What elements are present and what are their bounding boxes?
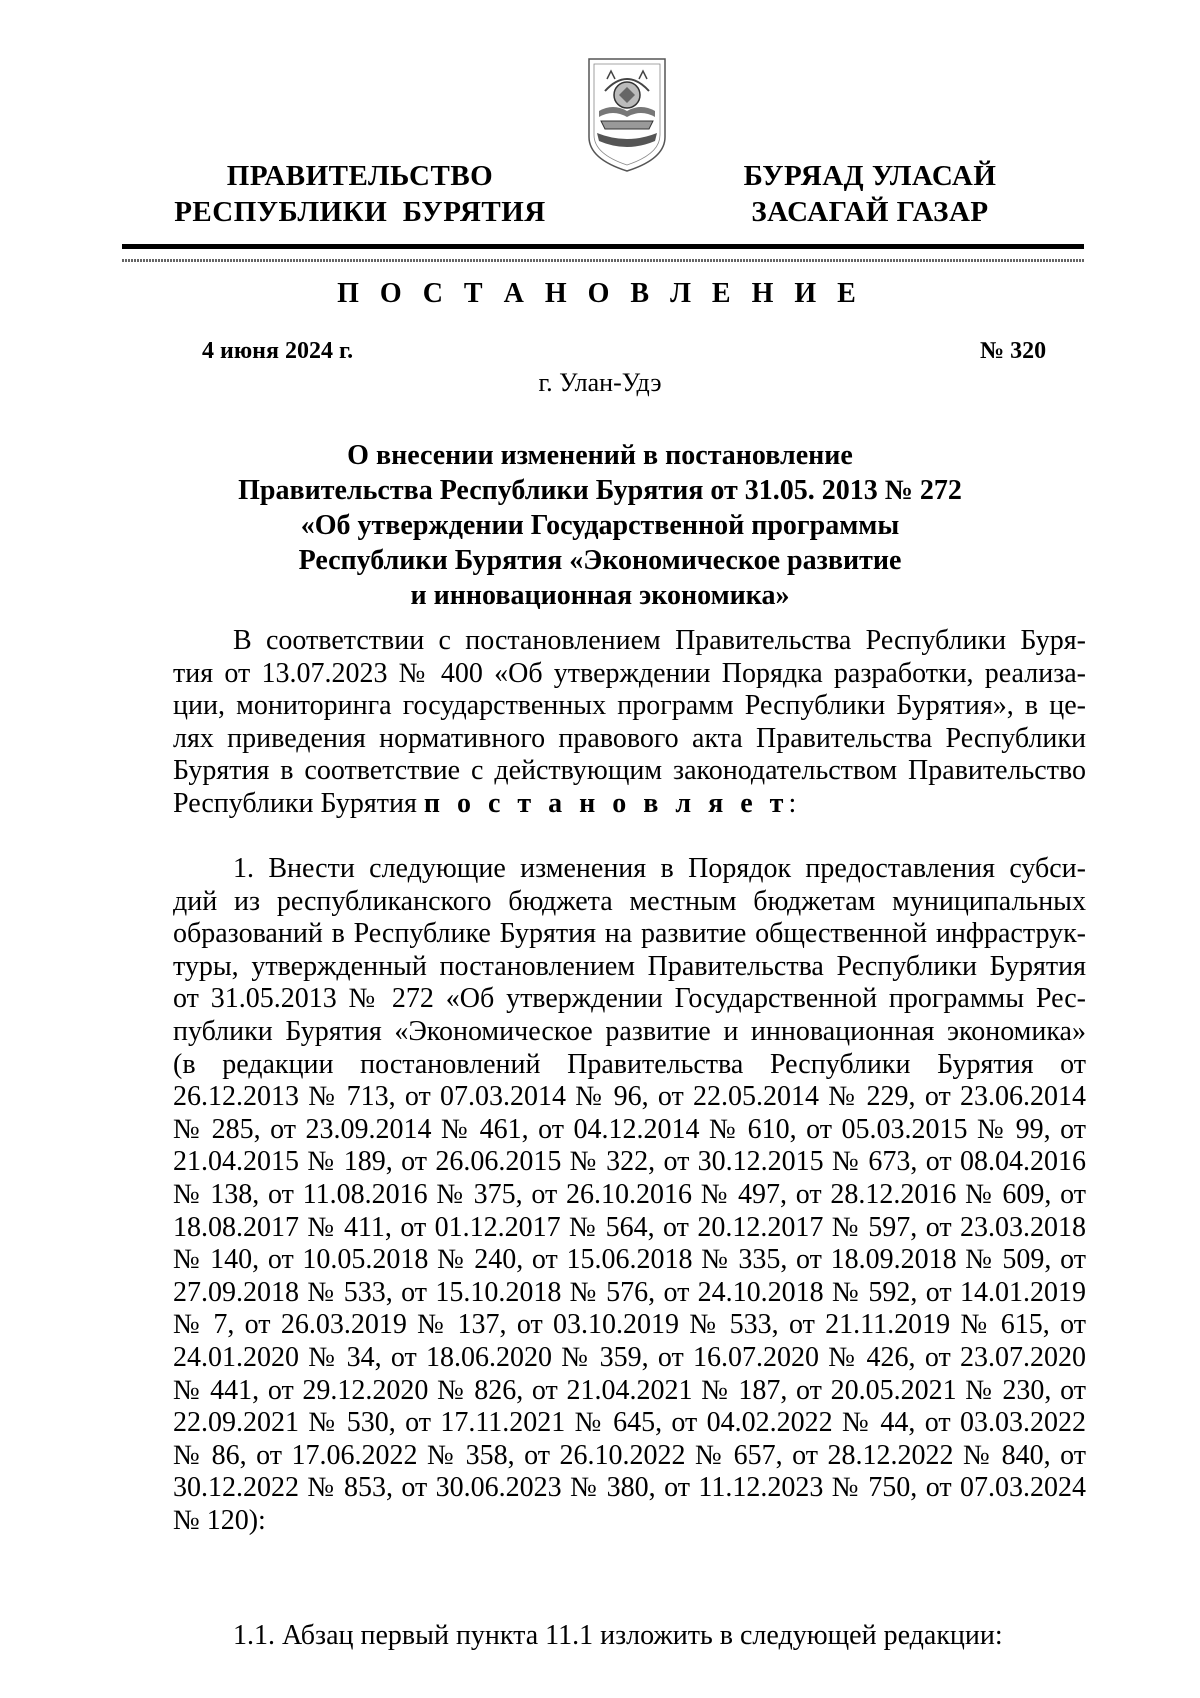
text-line: 1.1. Абзац первый пункта 11.1 изложить в следующей редакции: bbox=[233, 1620, 1003, 1651]
text-line: публики Бурятия «Экономическое развитие и инновационная экономика» bbox=[173, 1015, 1086, 1047]
government-name-line: ПРАВИТЕЛЬСТВО bbox=[226, 160, 494, 192]
text-line: туры, утвержденный постановлением Правительства Республики Бурятия bbox=[173, 950, 1086, 982]
text-line: № 285, от 23.09.2014 № 461, от 04.12.2014 № 610, от 05.03.2015 № 99, от bbox=[173, 1113, 1086, 1145]
text-line: ции, мониторинга государственных программ Республики Бурятия», в це- bbox=[173, 690, 1086, 722]
text-line: 18.08.2017 № 411, от 01.12.2017 № 564, от 20.12.2017 № 597, от 23.03.2018 bbox=[173, 1211, 1086, 1243]
text-line: 22.09.2021 № 530, от 17.11.2021 № 645, от 04.02.2022 № 44, от 03.03.2022 bbox=[173, 1407, 1086, 1439]
text-line: 27.09.2018 № 533, от 15.10.2018 № 576, от 24.10.2018 № 592, от 14.01.2019 bbox=[173, 1276, 1086, 1308]
text-line: В соответствии с постановлением Правительства Республики Буря- bbox=[233, 625, 1086, 656]
title-line: О внесении изменений в постановление bbox=[347, 440, 853, 471]
resolves-keyword: п о с т а н о в л я е т bbox=[423, 787, 789, 819]
text-line: № 441, от 29.12.2020 № 826, от 21.04.2021 № 187, от 20.05.2021 № 230, от bbox=[173, 1374, 1086, 1406]
preamble-paragraph bbox=[173, 625, 1086, 821]
text-line: 24.01.2020 № 34, от 18.06.2020 № 359, от 16.07.2020 № 426, от 23.07.2020 bbox=[173, 1341, 1086, 1373]
text-line: Бурятия в соответствие с действующим законодательством Правительство bbox=[173, 755, 1086, 787]
text-line: 30.12.2022 № 853, от 30.06.2023 № 380, от 11.12.2023 № 750, от 07.03.2024 bbox=[173, 1472, 1086, 1504]
header-divider-thick bbox=[122, 244, 1084, 249]
text-line: дий из республиканского бюджета местным бюджетам муниципальных bbox=[173, 885, 1086, 917]
coat-of-arms-icon bbox=[585, 55, 669, 173]
text-line: 21.04.2015 № 189, от 26.06.2015 № 322, от 30.12.2015 № 673, от 08.04.2016 bbox=[173, 1146, 1086, 1178]
document-title bbox=[160, 438, 1040, 613]
text-line: от 31.05.2013 № 272 «Об утверждении Государственной программы Рес- bbox=[173, 983, 1086, 1015]
text-line: образований в Республике Бурятия на развитие общественной инфраструк- bbox=[173, 918, 1086, 950]
document-number: № 320 bbox=[980, 338, 1047, 364]
title-line: и инновационная экономика» bbox=[410, 580, 790, 611]
text-line: лях приведения нормативного правового акта Правительства Республики bbox=[173, 722, 1086, 754]
document-type: П О С Т А Н О В Л Е Н И Е bbox=[337, 278, 863, 309]
government-name-line: ЗАСАГАЙ ГАЗАР bbox=[751, 196, 989, 228]
text-line: тия от 13.07.2023 № 400 «Об утверждении Порядка разработки, реализа- bbox=[173, 657, 1086, 689]
text-line: № 138, от 11.08.2016 № 375, от 26.10.2016 № 497, от 28.12.2016 № 609, от bbox=[173, 1178, 1086, 1210]
government-name-line: РЕСПУБЛИКИ БУРЯТИЯ bbox=[174, 196, 546, 228]
title-line: Правительства Республики Бурятия от 31.05. 2013 № 272 bbox=[238, 475, 962, 506]
text-line: № 120): bbox=[173, 1504, 266, 1536]
text-line: № 140, от 10.05.2018 № 240, от 15.06.2018 № 335, от 18.09.2018 № 509, от bbox=[173, 1244, 1086, 1276]
header-divider-thin bbox=[122, 259, 1084, 262]
text-line bbox=[173, 788, 1086, 821]
text-line: (в редакции постановлений Правительства Республики Бурятия от bbox=[173, 1048, 1086, 1080]
text-line: № 86, от 17.06.2022 № 358, от 26.10.2022 № 657, от 28.12.2022 № 840, от bbox=[173, 1439, 1086, 1471]
title-line: Республики Бурятия «Экономическое развитие bbox=[298, 545, 902, 576]
text-line: 1. Внести следующие изменения в Порядок предоставления субси- bbox=[233, 853, 1086, 884]
clause-1-paragraph bbox=[173, 853, 1086, 1537]
text-line: № 7, от 26.03.2019 № 137, от 03.10.2019 № 533, от 21.11.2019 № 615, от bbox=[173, 1309, 1086, 1341]
text-fragment: : bbox=[788, 787, 797, 819]
government-name-russian bbox=[160, 158, 560, 230]
title-line: «Об утверждении Государственной программы bbox=[300, 510, 900, 541]
document-date: 4 июня 2024 г. bbox=[202, 338, 354, 364]
document-place: г. Улан-Удэ bbox=[538, 368, 662, 397]
text-fragment: Республики Бурятия bbox=[173, 787, 424, 819]
government-name-buryat bbox=[700, 158, 1040, 230]
text-line: 26.12.2013 № 713, от 07.03.2014 № 96, от 22.05.2014 № 229, от 23.06.2014 bbox=[173, 1081, 1086, 1113]
clause-1-1-paragraph bbox=[173, 1620, 1086, 1653]
government-name-line: БУРЯАД УЛАСАЙ bbox=[743, 160, 997, 192]
